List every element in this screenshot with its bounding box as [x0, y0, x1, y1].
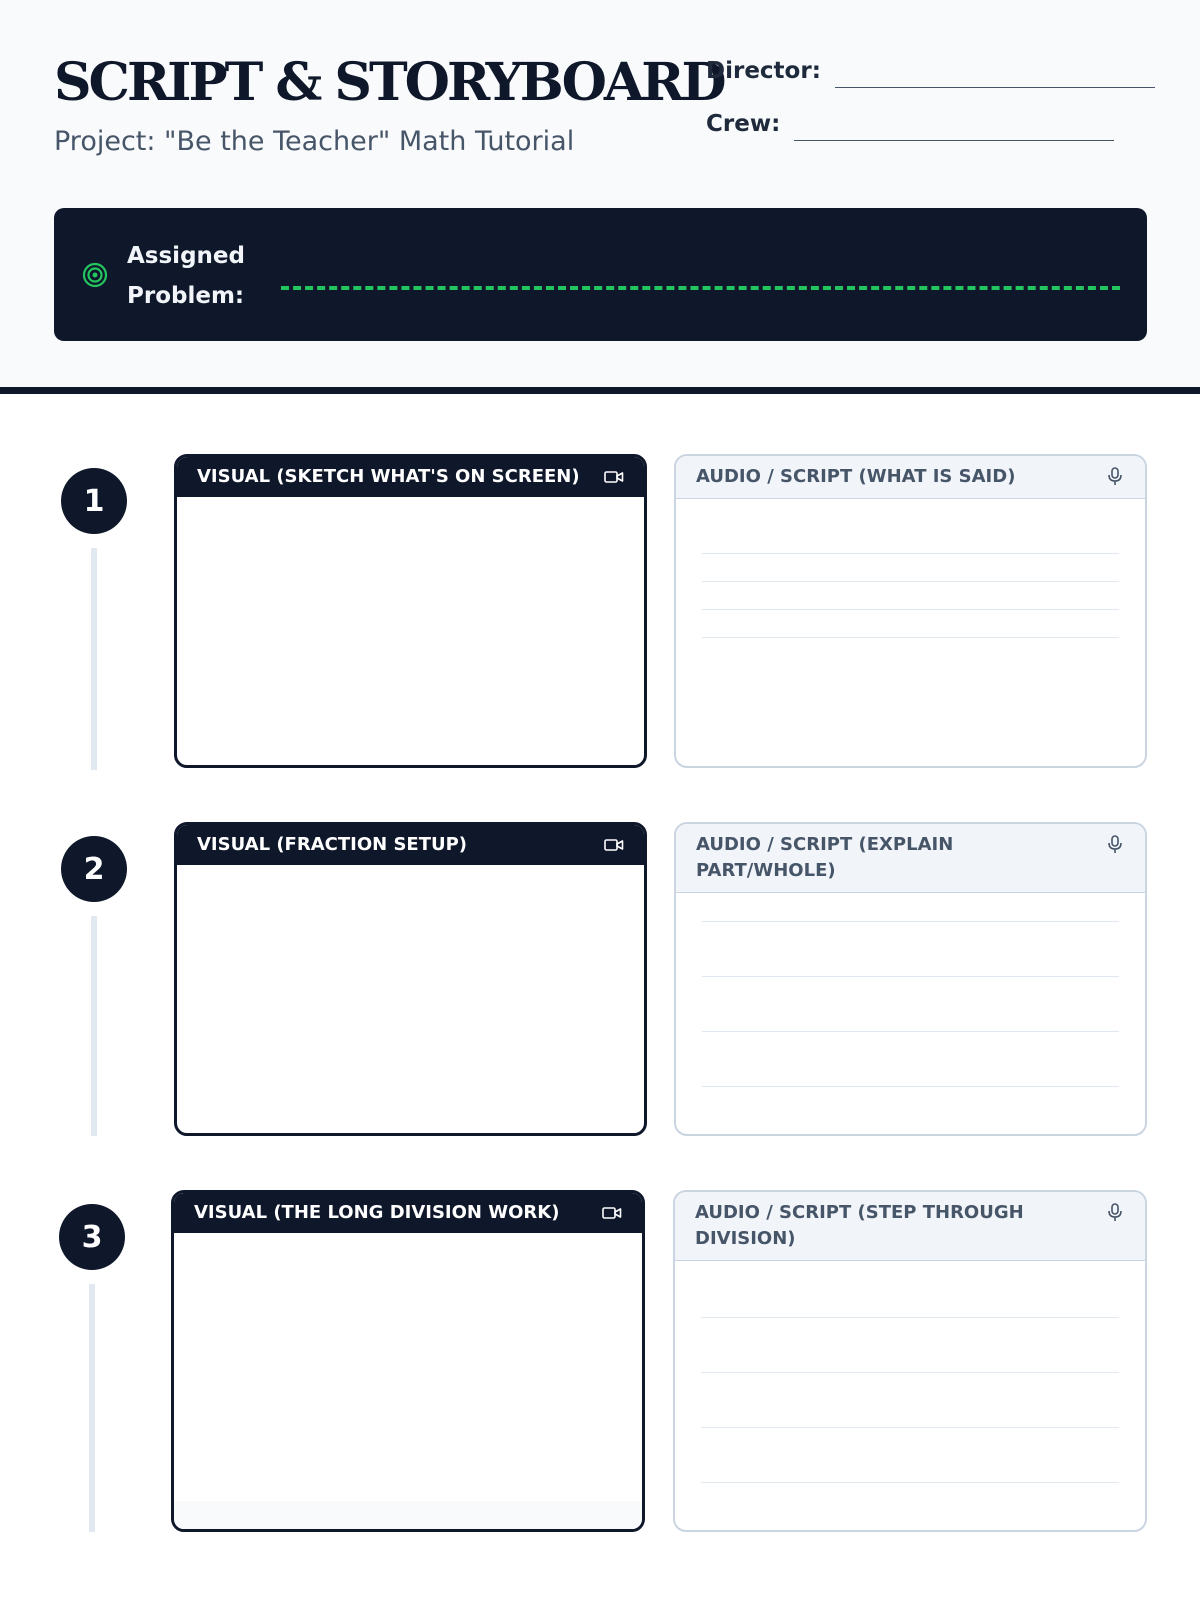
assigned-problem-label: Assigned Problem: — [127, 243, 245, 309]
video-camera-icon — [602, 1203, 622, 1223]
crew-field[interactable] — [794, 139, 1114, 141]
audio-panel-title: AUDIO / SCRIPT (EXPLAIN PART/WHOLE) — [696, 834, 954, 881]
audio-panel-header — [675, 1192, 1145, 1261]
step-track-3 — [89, 1284, 95, 1532]
visual-panel-1[interactable] — [174, 454, 647, 768]
visual-panel-title: VISUAL (FRACTION SETUP) — [197, 834, 468, 855]
visual-panel-header — [174, 1193, 642, 1233]
assigned-problem-field[interactable] — [281, 286, 1120, 290]
microphone-icon — [1105, 834, 1125, 854]
audio-panel-1[interactable] — [674, 454, 1147, 768]
step-track-1 — [91, 548, 97, 770]
microphone-icon — [1105, 1202, 1125, 1222]
crew-row — [706, 111, 1114, 137]
video-camera-icon — [604, 467, 624, 487]
visual-panel-2[interactable] — [174, 822, 647, 1136]
project-subtitle: Project: "Be the Teacher" Math Tutorial — [54, 126, 575, 157]
script-line — [702, 637, 1119, 638]
audio-panel-header — [676, 824, 1145, 893]
script-line — [702, 1086, 1119, 1087]
script-line — [701, 1482, 1119, 1483]
script-line — [702, 553, 1119, 554]
script-line — [701, 1427, 1119, 1428]
page-title: SCRIPT & STORYBOARD — [54, 52, 724, 113]
director-row — [706, 58, 1155, 84]
script-line — [702, 609, 1119, 610]
video-camera-icon — [604, 835, 624, 855]
visual-panel-footer — [174, 1501, 642, 1529]
script-line — [702, 581, 1119, 582]
step-badge-1: 1 — [61, 468, 127, 534]
crew-label: Crew: — [706, 111, 781, 137]
script-line — [701, 1372, 1119, 1373]
assigned-problem-bar — [54, 208, 1147, 341]
audio-panel-header — [676, 456, 1145, 499]
audio-panel-2[interactable] — [674, 822, 1147, 1136]
visual-panel-header — [177, 457, 644, 497]
script-line — [702, 976, 1119, 977]
visual-panel-title: VISUAL (SKETCH WHAT'S ON SCREEN) — [197, 466, 580, 487]
step-badge-2: 2 — [61, 836, 127, 902]
step-track-2 — [91, 916, 97, 1136]
visual-panel-header — [177, 825, 644, 865]
page-header — [0, 0, 1200, 394]
audio-panel-title: AUDIO / SCRIPT (WHAT IS SAID) — [696, 466, 1016, 487]
script-line — [701, 1317, 1119, 1318]
script-line — [702, 1031, 1119, 1032]
target-icon — [81, 261, 109, 289]
audio-panel-title: AUDIO / SCRIPT (STEP THROUGH DIVISION) — [695, 1202, 1024, 1249]
audio-panel-3[interactable] — [673, 1190, 1147, 1532]
visual-panel-title: VISUAL (THE LONG DIVISION WORK) — [194, 1202, 560, 1223]
microphone-icon — [1105, 466, 1125, 486]
visual-panel-3[interactable] — [171, 1190, 645, 1532]
director-label: Director: — [706, 58, 821, 84]
director-field[interactable] — [835, 86, 1155, 88]
step-badge-3: 3 — [59, 1204, 125, 1270]
script-line — [702, 921, 1119, 922]
